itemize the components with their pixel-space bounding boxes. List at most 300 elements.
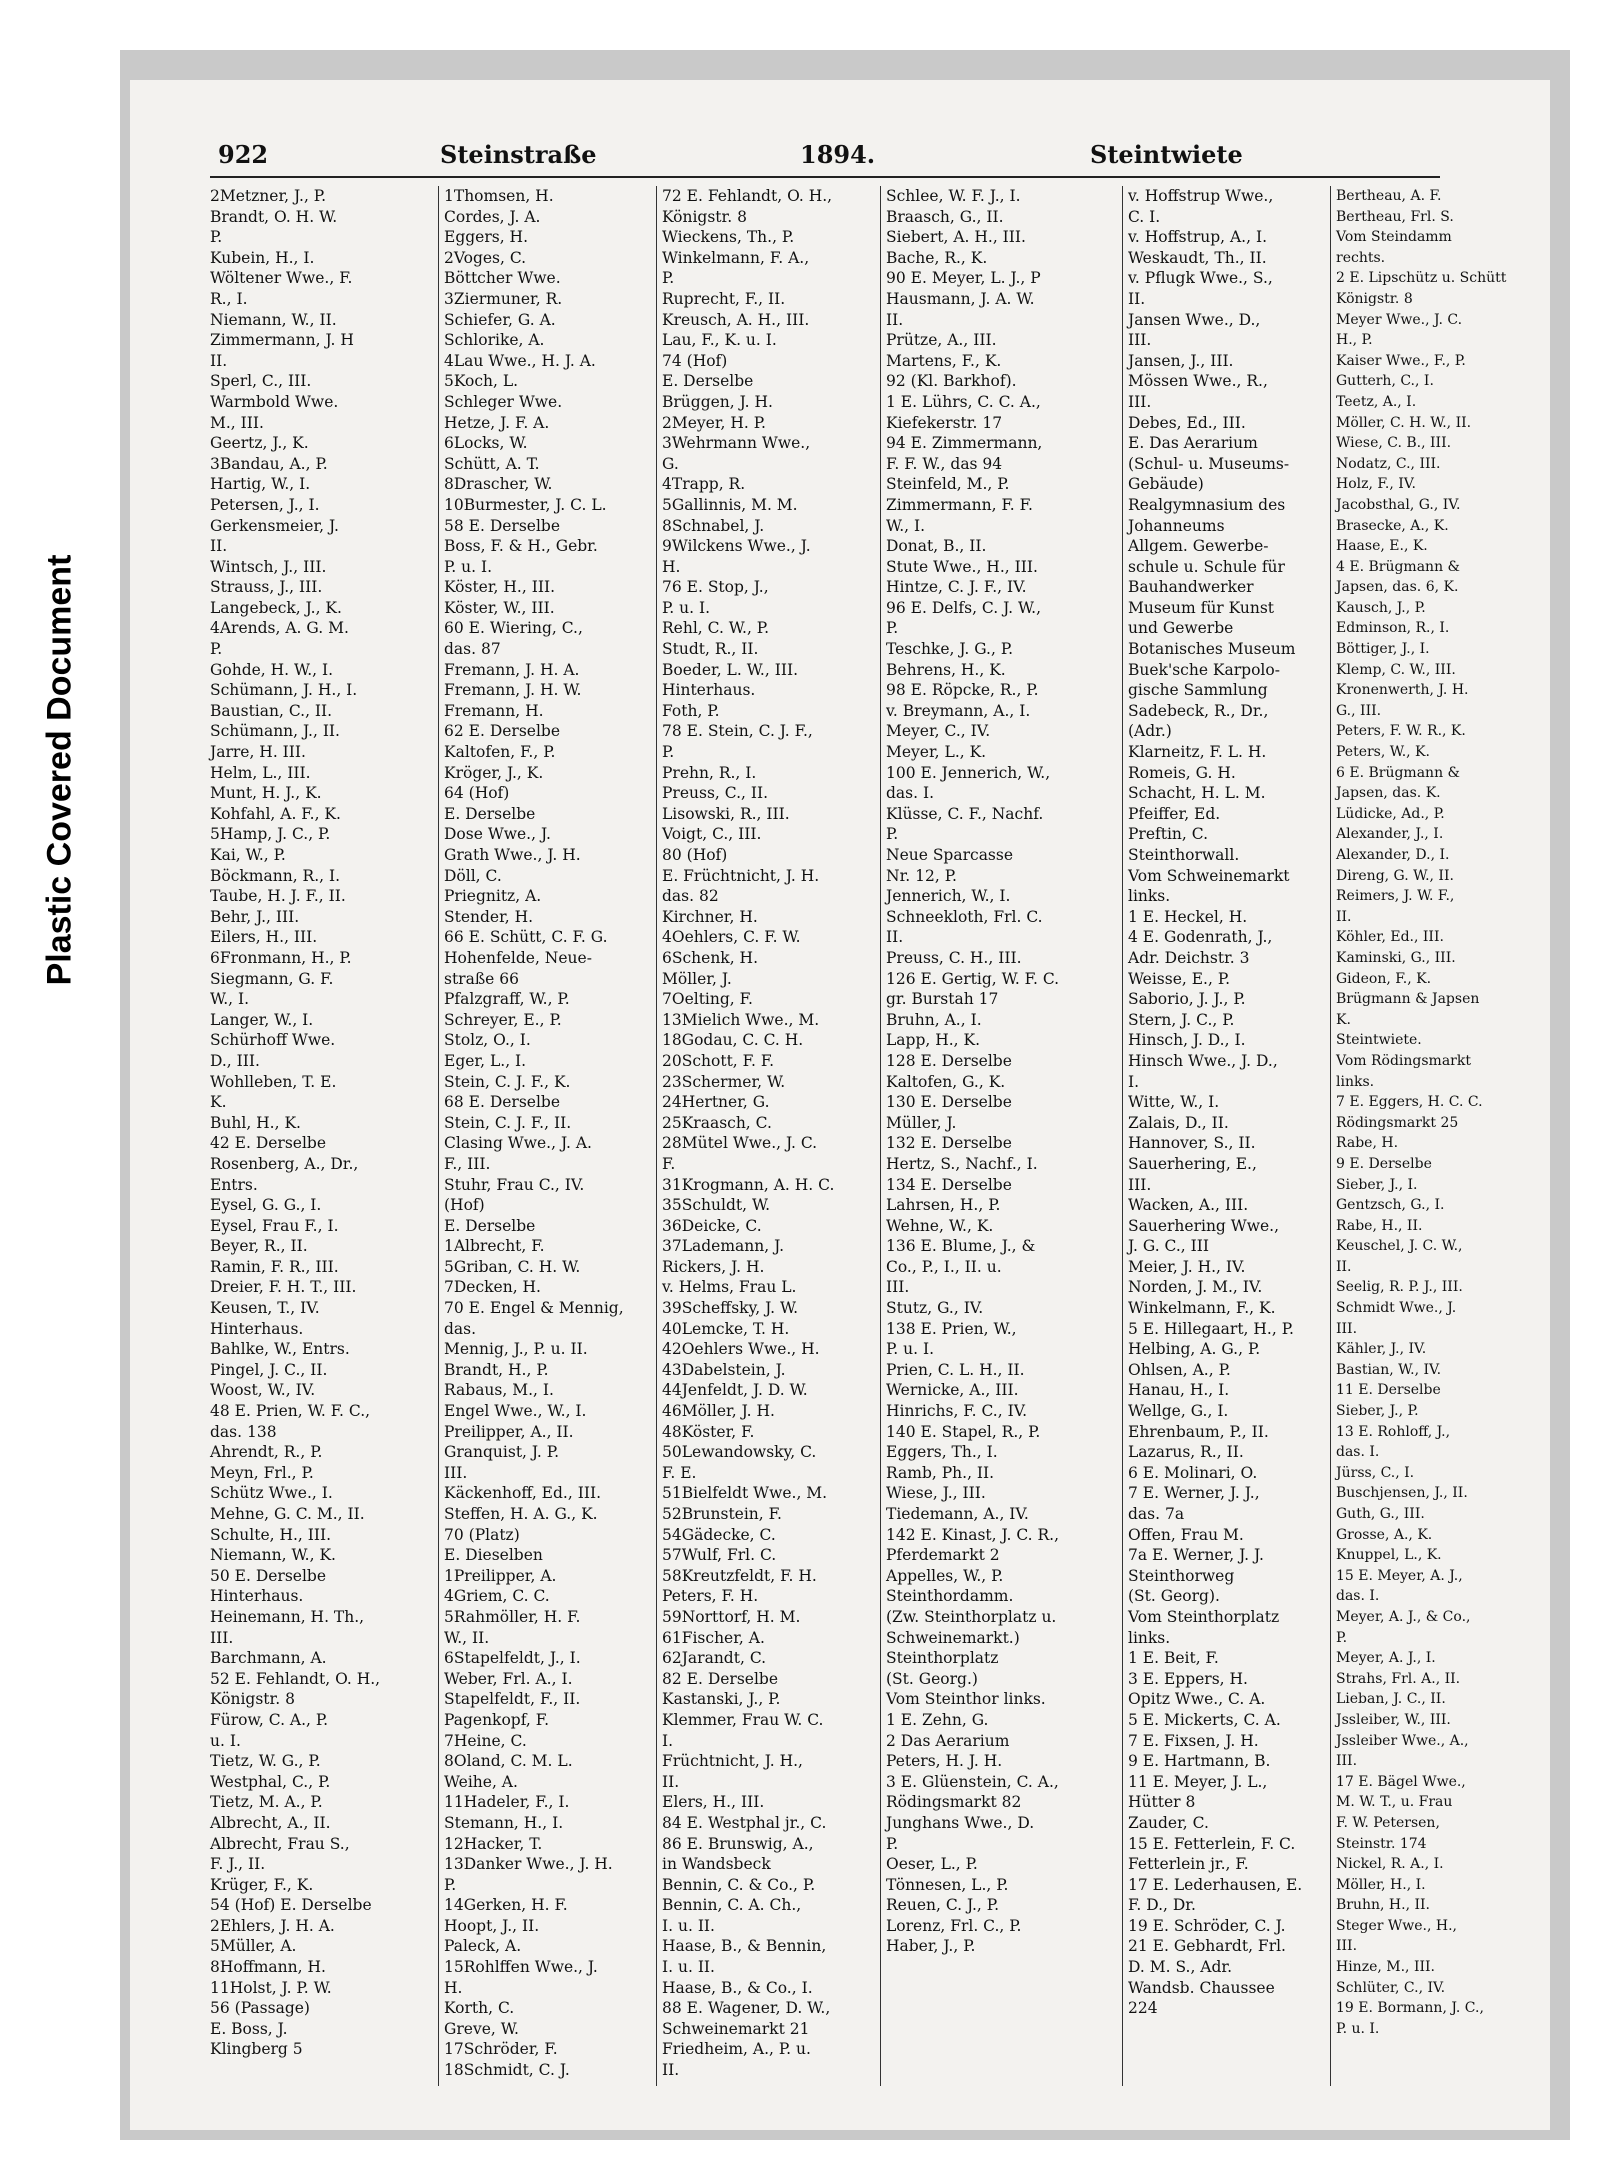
- directory-entry: Guth, G., III.: [1336, 1506, 1425, 1522]
- directory-entry: Klemp, C. W., III.: [1336, 661, 1456, 678]
- directory-entry: Wehne, W., K.: [886, 1216, 994, 1235]
- directory-entry: Mössen Wwe., R.,: [1128, 372, 1268, 391]
- directory-entry: v. Helms, Frau L.: [662, 1278, 797, 1297]
- directory-entry: 62 E. Derselbe: [444, 722, 561, 741]
- directory-entry: 58 E. Derselbe: [444, 516, 561, 535]
- directory-entry: straße 66: [444, 969, 520, 988]
- directory-entry: Teetz, A., I.: [1336, 393, 1417, 410]
- directory-entry: Hinterhaus.: [662, 681, 756, 700]
- directory-entry: 1Thomsen, H.: [444, 187, 554, 205]
- directory-entry: Steinstr. 174: [1336, 1835, 1427, 1852]
- directory-entry: F., III.: [444, 1154, 491, 1173]
- directory-entry: Stein, C. J. F., II.: [444, 1113, 572, 1132]
- directory-entry: Jansen, J., III.: [1128, 351, 1234, 370]
- directory-entry: Haase, B., & Co., I.: [662, 1978, 813, 1997]
- directory-entry: Prütze, A., III.: [886, 331, 997, 350]
- directory-entry: Wernicke, A., III.: [886, 1381, 1019, 1400]
- directory-entry: Klingberg 5: [210, 2040, 303, 2059]
- directory-entry: D., III.: [210, 1051, 260, 1070]
- directory-entry: Kohfahl, A. F., K.: [210, 804, 341, 823]
- directory-entry: 28Mütel Wwe., J. C.: [662, 1134, 818, 1153]
- directory-entry: 68 E. Derselbe: [444, 1093, 561, 1112]
- directory-entry: 46Möller, J. H.: [662, 1402, 775, 1421]
- directory-entry: Eysel, G. G., I.: [210, 1196, 322, 1215]
- directory-entry: Lau, F., K. u. I.: [662, 331, 777, 350]
- directory-entry: Peters, H. J. H.: [886, 1752, 1003, 1771]
- directory-entry: Käckenhoff, Ed., III.: [444, 1484, 601, 1503]
- directory-entry: Reimers, J. W. F.,: [1336, 888, 1455, 905]
- directory-entry: Appelles, W., P.: [886, 1566, 1004, 1585]
- directory-entry: W., II.: [444, 1628, 490, 1647]
- directory-entry: Voigt, C., III.: [662, 825, 762, 844]
- directory-entry: F. F. W., das 94: [886, 454, 1003, 473]
- directory-entry: Gerkensmeier, J.: [210, 516, 339, 535]
- directory-entry: Hoopt, J., II.: [444, 1916, 540, 1935]
- directory-entry: 8Hoffmann, H.: [210, 1958, 326, 1977]
- directory-entry: Gebäude): [1128, 475, 1204, 494]
- directory-entry: II.: [1336, 908, 1352, 925]
- directory-entry: P.: [1336, 1629, 1348, 1646]
- directory-entry: Nodatz, C., III.: [1336, 455, 1441, 472]
- directory-entry: Meyer, A. J., I.: [1336, 1650, 1436, 1667]
- directory-entry: 6Schenk, H.: [662, 948, 758, 967]
- directory-entry: Kaminski, G., III.: [1336, 949, 1456, 966]
- directory-entry: Hintze, C. J. F., IV.: [886, 578, 1027, 597]
- directory-entry: Haase, B., & Bennin,: [662, 1937, 827, 1956]
- directory-entry: Schütz Wwe., I.: [210, 1484, 333, 1503]
- directory-entry: 8Oland, C. M. L.: [444, 1752, 573, 1771]
- directory-entry: Kröger, J., K.: [444, 763, 544, 782]
- directory-entry: Tietz, W. G., P.: [210, 1752, 321, 1771]
- directory-entry: Stutz, G., IV.: [886, 1299, 984, 1318]
- directory-entry: 17Schröder, F.: [444, 2040, 558, 2059]
- directory-entry: 18Godau, C. C. H.: [662, 1031, 804, 1050]
- directory-entry: 8Schnabel, J.: [662, 516, 765, 535]
- directory-entry: Grosse, A., K.: [1336, 1526, 1433, 1543]
- directory-entry: Adr. Deichstr. 3: [1128, 948, 1250, 967]
- directory-entry: Steintwiete.: [1336, 1032, 1422, 1049]
- directory-entry: 128 E. Derselbe: [886, 1051, 1012, 1070]
- directory-entry: Kreusch, A. H., III.: [662, 310, 810, 329]
- directory-entry: Behr, J., III.: [210, 907, 300, 926]
- directory-entry: III.: [1336, 1320, 1358, 1337]
- directory-entry: 78 E. Stein, C. J. F.,: [662, 722, 813, 741]
- directory-entry: 7 E. Fixsen, J. H.: [1128, 1731, 1259, 1750]
- directory-entry: Steinfeld, M., P.: [886, 475, 1010, 494]
- directory-entry: Meyn, Frl., P.: [210, 1463, 314, 1482]
- directory-entry: Jssleiber, W., III.: [1336, 1711, 1451, 1728]
- directory-entry: Japsen, das. K.: [1336, 785, 1441, 802]
- directory-entry: I. u. II.: [662, 1916, 715, 1935]
- directory-entry: P.: [886, 825, 899, 844]
- directory-entry: Niemann, W., K.: [210, 1546, 336, 1565]
- directory-entry: Peters, F. H.: [662, 1587, 759, 1606]
- directory-entry: Fremann, J. H. W.: [444, 681, 582, 700]
- directory-entry: 92 (Kl. Barkhof).: [886, 372, 1017, 391]
- directory-entry: Steinthordamm.: [886, 1587, 1014, 1606]
- directory-entry: Fürow, C. A., P.: [210, 1710, 329, 1729]
- directory-entry: Hertz, S., Nachf., I.: [886, 1154, 1038, 1173]
- directory-entry: Siegmann, G. F.: [210, 969, 334, 988]
- directory-entry: das. 87: [444, 640, 501, 659]
- directory-entry: J. G. C., III: [1128, 1237, 1210, 1256]
- directory-entry: Witte, W., I.: [1128, 1093, 1220, 1112]
- directory-entry: Tönnesen, L., P.: [886, 1875, 1009, 1894]
- directory-entry: Sperl, C., III.: [210, 372, 312, 391]
- directory-entry: links.: [1336, 1073, 1375, 1090]
- directory-entry: 36Deicke, C.: [662, 1216, 762, 1235]
- directory-entry: Winkelmann, F., K.: [1128, 1299, 1276, 1318]
- directory-entry: Kausch, J., P.: [1336, 599, 1426, 616]
- directory-entry: Hinze, M., III.: [1336, 1959, 1435, 1976]
- directory-entry: Ramin, F. R., III.: [210, 1257, 339, 1276]
- directory-entry: P.: [662, 269, 675, 288]
- directory-entry: 6Stapelfeldt, J., I.: [444, 1649, 581, 1668]
- directory-entry: (Hof): [444, 1196, 485, 1215]
- directory-entry: 13Danker Wwe., J. H.: [444, 1855, 613, 1874]
- directory-entry: III.: [444, 1463, 468, 1482]
- directory-entry: (St. Georg.): [886, 1669, 978, 1688]
- directory-entry: Reuen, C. J., P.: [886, 1896, 1000, 1915]
- directory-entry: Eger, L., I.: [444, 1051, 527, 1070]
- directory-entry: 60 E. Wiering, C.,: [444, 619, 583, 638]
- directory-entry: Lapp, H., K.: [886, 1031, 981, 1050]
- directory-entry: Eilers, H., III.: [210, 928, 318, 947]
- directory-entry: Baustian, C., II.: [210, 701, 333, 720]
- directory-entry: 86 E. Brunswig, A.,: [662, 1834, 814, 1853]
- directory-entry: Rabe, H., II.: [1336, 1217, 1423, 1234]
- directory-entry: 3Ziermuner, R.: [444, 289, 563, 308]
- directory-entry: Wieckens, Th., P.: [662, 228, 795, 247]
- directory-entry: III.: [1128, 392, 1152, 411]
- directory-entry: Möller, J.: [662, 969, 732, 988]
- directory-entry: II.: [662, 1772, 680, 1791]
- directory-entry: 59Norttorf, H. M.: [662, 1607, 801, 1626]
- directory-entry: Stuhr, Frau C., IV.: [444, 1175, 585, 1194]
- directory-entry: 2Voges, C.: [444, 248, 527, 267]
- directory-entry: W., I.: [210, 990, 250, 1009]
- directory-entry: Köhler, Ed., III.: [1336, 929, 1444, 946]
- directory-entry: Schürhoff Wwe.: [210, 1031, 336, 1050]
- directory-entry: Schmidt Wwe., J.: [1336, 1300, 1457, 1317]
- directory-entry: 11Holst, J. P. W.: [210, 1978, 332, 1997]
- directory-entry: Rickers, J. H.: [662, 1257, 765, 1276]
- directory-entry: (Zw. Steinthorplatz u.: [886, 1607, 1057, 1626]
- directory-entry: (St. Georg).: [1128, 1587, 1220, 1606]
- directory-entry: Wiese, C. B., III.: [1336, 435, 1452, 452]
- directory-entry: Schweinemarkt.): [886, 1628, 1020, 1647]
- directory-entry: 2Ehlers, J. H. A.: [210, 1916, 335, 1935]
- directory-entry: Junghans Wwe., D.: [886, 1813, 1035, 1832]
- directory-entry: Weisse, E., P.: [1128, 969, 1231, 988]
- directory-entry: 136 E. Blume, J., &: [886, 1237, 1036, 1256]
- directory-entry: Kastanski, J., P.: [662, 1690, 781, 1709]
- directory-entry: Alexander, J., I.: [1336, 826, 1444, 843]
- directory-entry: E. Derselbe: [662, 372, 754, 391]
- directory-entry: 1Albrecht, F.: [444, 1237, 545, 1256]
- directory-entry: 11Hadeler, F., I.: [444, 1793, 570, 1812]
- directory-entry: Buschjensen, J., II.: [1336, 1485, 1468, 1502]
- directory-entry: Langer, W., I.: [210, 1010, 314, 1029]
- directory-entry: Co., P., I., II. u.: [886, 1257, 1002, 1276]
- directory-entry: 7Decken, H.: [444, 1278, 541, 1297]
- directory-entry: E. Derselbe: [444, 1216, 536, 1235]
- directory-entry: Klüsse, C. F., Nachf.: [886, 804, 1044, 823]
- directory-entry: Munt, H. J., K.: [210, 784, 322, 803]
- column-2: [438, 186, 656, 2086]
- directory-entry: Zimmermann, J. H: [210, 331, 354, 350]
- directory-entry: Helm, L., III.: [210, 763, 311, 782]
- directory-entry: Seelig, R. P. J., III.: [1336, 1279, 1463, 1296]
- directory-entry: 42 E. Derselbe: [210, 1134, 327, 1153]
- directory-entry: Johanneums: [1128, 516, 1225, 535]
- directory-entry: E. Boss, J.: [210, 2019, 288, 2038]
- directory-entry: Engel Wwe., W., I.: [444, 1402, 587, 1421]
- directory-entry: Ehrenbaum, P., II.: [1128, 1422, 1269, 1441]
- directory-entry: 4Oehlers, C. F. W.: [662, 928, 801, 947]
- directory-entry: 74 (Hof): [662, 351, 728, 370]
- directory-entry: Rosenberg, A., Dr.,: [210, 1154, 359, 1173]
- directory-entry: 15 E. Fetterlein, F. C.: [1128, 1834, 1296, 1853]
- directory-entry: Rödingsmarkt 82: [886, 1793, 1022, 1812]
- directory-entry: Zauder, C.: [1128, 1813, 1209, 1832]
- directory-entry: 62Jarandt, C.: [662, 1649, 767, 1668]
- directory-entry: Müller, J.: [886, 1113, 957, 1132]
- directory-entry: Japsen, das. 6, K.: [1336, 579, 1459, 596]
- directory-entry: Pferdemarkt 2: [886, 1546, 1000, 1565]
- directory-entry: v. Pflugk Wwe., S.,: [1128, 269, 1273, 288]
- directory-entry: F. W. Petersen,: [1336, 1814, 1440, 1831]
- directory-entry: Rehl, C. W., P.: [662, 619, 770, 638]
- directory-entry: Strahs, Frl. A., II.: [1336, 1670, 1461, 1687]
- directory-entry: 35Schuldt, W.: [662, 1196, 771, 1215]
- directory-entry: Brügmann & Japsen: [1336, 991, 1480, 1008]
- directory-entry: 3 E. Eppers, H.: [1128, 1669, 1248, 1688]
- column-1: [210, 186, 432, 2086]
- directory-entry: P. u. I.: [444, 557, 493, 576]
- directory-entry: 50 E. Derselbe: [210, 1566, 327, 1585]
- directory-entry: Tietz, M. A., P.: [210, 1793, 323, 1812]
- directory-entry: Kai, W., P.: [210, 846, 286, 864]
- directory-entry: P. u. I.: [662, 598, 711, 617]
- directory-entry: 80 (Hof): [662, 846, 728, 864]
- directory-entry: Stemann, H., I.: [444, 1813, 564, 1832]
- directory-entry: 7Oelting, F.: [662, 990, 753, 1009]
- directory-entry: Oeser, L., P.: [886, 1855, 978, 1874]
- directory-entry: Brandt, H., P.: [444, 1360, 549, 1379]
- directory-entry: Offen, Frau M.: [1128, 1525, 1244, 1544]
- directory-entry: Kirchner, H.: [662, 907, 758, 926]
- directory-entry: Foth, P.: [662, 701, 720, 720]
- directory-entry: Fetterlein jr., F.: [1128, 1855, 1249, 1874]
- directory-entry: 6Locks, W.: [444, 434, 528, 453]
- directory-entry: Hohenfelde, Neue-: [444, 948, 592, 967]
- directory-entry: 1Preilipper, A.: [444, 1566, 557, 1585]
- directory-entry: H.: [444, 1978, 463, 1997]
- directory-entry: Schlee, W. F. J., I.: [886, 187, 1021, 205]
- directory-entry: Pfalzgraff, W., P.: [444, 990, 570, 1009]
- directory-entry: Kaiser Wwe., F., P.: [1336, 352, 1466, 369]
- directory-entry: III.: [1128, 1175, 1152, 1194]
- directory-entry: Lazarus, R., II.: [1128, 1443, 1244, 1462]
- directory-entry: Buhl, H., K.: [210, 1113, 301, 1132]
- directory-entry: 66 E. Schütt, C. F. G.: [444, 928, 608, 947]
- directory-entry: Stapelfeldt, F., II.: [444, 1690, 581, 1709]
- directory-entry: F. D., Dr.: [1128, 1896, 1196, 1915]
- directory-entry: Stein, C. J. F., K.: [444, 1072, 571, 1091]
- directory-entry: 19 E. Bormann, J. C.,: [1336, 2000, 1484, 2017]
- directory-entry: 2Meyer, H. P.: [662, 413, 766, 432]
- directory-entry: II.: [886, 928, 904, 947]
- directory-entry: 12Hacker, T.: [444, 1834, 543, 1853]
- directory-entry: P.: [662, 743, 675, 762]
- directory-entry: 37Lademann, J.: [662, 1237, 785, 1256]
- directory-entry: K.: [210, 1093, 227, 1112]
- directory-entry: Granquist, J. P.: [444, 1443, 559, 1462]
- directory-entry: 44Jenfeldt, J. D. W.: [662, 1381, 808, 1400]
- directory-entry: Eggers, Th., I.: [886, 1443, 998, 1462]
- directory-entry: 31Krogmann, A. H. C.: [662, 1175, 835, 1194]
- directory-entry: 142 E. Kinast, J. C. R.,: [886, 1525, 1060, 1544]
- directory-entry: 8Drascher, W.: [444, 475, 553, 494]
- side-label: [10, 0, 110, 2177]
- directory-entry: Hinterhaus.: [210, 1319, 304, 1338]
- directory-entry: Schümann, J., II.: [210, 722, 340, 741]
- directory-entry: in Wandsbeck: [662, 1855, 771, 1874]
- directory-entry: Romeis, G. H.: [1128, 763, 1236, 782]
- directory-entry: Hanau, H., I.: [1128, 1381, 1230, 1400]
- directory-entry: Schacht, H. L. M.: [1128, 784, 1266, 803]
- directory-entry: das. 7a: [1128, 1505, 1185, 1523]
- directory-entry: Meyer, A. J., & Co.,: [1336, 1608, 1471, 1625]
- directory-entry: 9 E. Hartmann, B.: [1128, 1752, 1271, 1771]
- directory-entry: Stute Wwe., H., III.: [886, 557, 1038, 576]
- directory-entry: Boeder, L. W., III.: [662, 660, 798, 679]
- directory-entry: 70 (Platz): [444, 1525, 520, 1544]
- directory-entry: Gentzsch, G., I.: [1336, 1197, 1445, 1214]
- directory-entry: 43Dabelstein, J.: [662, 1360, 786, 1379]
- directory-entry: 54Gädecke, C.: [662, 1525, 776, 1544]
- directory-entry: Barchmann, A.: [210, 1649, 327, 1668]
- directory-entry: Weber, Frl. A., I.: [444, 1669, 573, 1688]
- directory-entry: links.: [1128, 1628, 1171, 1647]
- directory-entry: Langebeck, J., K.: [210, 598, 342, 617]
- directory-entry: Kaltofen, F., P.: [444, 743, 556, 762]
- directory-entry: I.: [1128, 1072, 1140, 1091]
- directory-entry: Priegnitz, A.: [444, 887, 542, 906]
- directory-entry: 1 E. Lührs, C. C. A.,: [886, 392, 1041, 411]
- directory-entry: Hannover, S., II.: [1128, 1134, 1256, 1153]
- directory-entry: Bertheau, A. F.: [1336, 188, 1442, 204]
- directory-entry: gische Sammlung: [1128, 681, 1268, 700]
- directory-entry: Peters, F. W. R., K.: [1336, 723, 1466, 740]
- directory-entry: Norden, J. M., IV.: [1128, 1278, 1263, 1297]
- directory-entry: 76 E. Stop, J.,: [662, 578, 769, 597]
- directory-entry: P. u. I.: [1336, 2020, 1380, 2037]
- directory-entry: Weihe, A.: [444, 1772, 518, 1791]
- directory-entry: Jansen Wwe., D.,: [1128, 310, 1261, 329]
- directory-entry: Nr. 12, P.: [886, 866, 957, 885]
- directory-entry: Studt, R., II.: [662, 640, 759, 659]
- directory-entry: Wöltener Wwe., F.: [210, 269, 353, 288]
- directory-entry: R., I.: [210, 289, 248, 308]
- directory-entry: P.: [886, 619, 899, 638]
- directory-entry: 39Scheffsky, J. W.: [662, 1299, 799, 1318]
- directory-entry: gr. Burstah 17: [886, 990, 999, 1009]
- directory-entry: II.: [662, 2061, 680, 2080]
- directory-entry: 17 E. Lederhausen, E.: [1128, 1875, 1303, 1894]
- directory-entry: Stern, J. C., P.: [1128, 1010, 1235, 1029]
- directory-entry: 94 E. Zimmermann,: [886, 434, 1043, 453]
- directory-entry: Ohlsen, A., P.: [1128, 1360, 1231, 1379]
- directory-entry: Braasch, G., II.: [886, 207, 1004, 226]
- directory-entry: Allgem. Gewerbe-: [1128, 537, 1269, 556]
- directory-entry: Klarneitz, F. L. H.: [1128, 743, 1267, 762]
- directory-entry: 52Brunstein, F.: [662, 1505, 782, 1523]
- directory-entry: 5 E. Hillegaart, H., P.: [1128, 1319, 1294, 1338]
- directory-entry: Steger Wwe., H.,: [1336, 1917, 1458, 1934]
- directory-entry: Sieber, J., P.: [1336, 1403, 1419, 1420]
- directory-entry: P.: [210, 228, 223, 247]
- directory-entry: Brandt, O. H. W.: [210, 207, 338, 226]
- directory-entry: Meier, J. H., IV.: [1128, 1257, 1246, 1276]
- column-5: [1122, 186, 1332, 2086]
- directory-entry: Lieban, J. C., II.: [1336, 1691, 1446, 1708]
- directory-entry: 1 E. Zehn, G.: [886, 1710, 989, 1729]
- directory-entry: Böttiger, J., I.: [1336, 641, 1430, 658]
- directory-entry: 48Köster, F.: [662, 1422, 755, 1441]
- directory-entry: Hinrichs, F. C., IV.: [886, 1402, 1028, 1421]
- directory-entry: Taube, H. J. F., II.: [210, 887, 346, 906]
- directory-entry: 11 E. Meyer, J. L.,: [1128, 1772, 1268, 1791]
- directory-entry: u. I.: [210, 1731, 241, 1750]
- directory-entry: P.: [886, 1834, 899, 1853]
- directory-entry: II.: [1336, 1258, 1352, 1275]
- directory-entry: 50Lewandowsky, C.: [662, 1443, 817, 1462]
- directory-entry: Sauerhering Wwe.,: [1128, 1216, 1280, 1235]
- directory-entry: Brüggen, J. H.: [662, 392, 773, 411]
- directory-entry: 19 E. Schröder, C. J.: [1128, 1916, 1286, 1935]
- directory-entry: Preilipper, A., II.: [444, 1422, 574, 1441]
- directory-entry: 58Kreutzfeldt, F. H.: [662, 1566, 817, 1585]
- directory-entry: 100 E. Jennerich, W.,: [886, 763, 1051, 782]
- directory-entry: und Gewerbe: [1128, 619, 1234, 638]
- directory-entry: Bruhn, A., I.: [886, 1010, 982, 1029]
- directory-entry: das. I.: [886, 784, 935, 803]
- directory-entry: Bennin, C. A. Ch.,: [662, 1896, 802, 1915]
- directory-entry: II.: [210, 351, 228, 370]
- directory-sheet: [210, 140, 1507, 2080]
- directory-entry: F. J., II.: [210, 1855, 266, 1874]
- directory-entry: Rabe, H.: [1336, 1135, 1399, 1152]
- directory-entry: II.: [1128, 289, 1146, 308]
- directory-entry: 3 E. Glüenstein, C. A.,: [886, 1772, 1059, 1791]
- directory-entry: Gutterh, C., I.: [1336, 373, 1434, 390]
- directory-entry: Winkelmann, F. A.,: [662, 248, 810, 267]
- directory-entry: Steinthorplatz: [886, 1649, 999, 1668]
- directory-entry: Bahlke, W., Entrs.: [210, 1340, 350, 1359]
- directory-entry: 11 E. Derselbe: [1336, 1382, 1441, 1399]
- directory-entry: Sauerhering, E.,: [1128, 1154, 1257, 1173]
- directory-entry: 98 E. Röpcke, R., P.: [886, 681, 1039, 700]
- directory-entry: Vom Steindamm: [1336, 229, 1452, 246]
- directory-entry: Steffen, H. A. G., K.: [444, 1505, 598, 1523]
- directory-entry: Jssleiber Wwe., A.,: [1336, 1732, 1469, 1749]
- directory-entry: F. E.: [662, 1463, 697, 1482]
- directory-entry: Jennerich, W., I.: [886, 887, 1011, 906]
- directory-entry: E. Früchtnicht, J. H.: [662, 866, 820, 885]
- directory-entry: (Schul- u. Museums-: [1128, 454, 1290, 473]
